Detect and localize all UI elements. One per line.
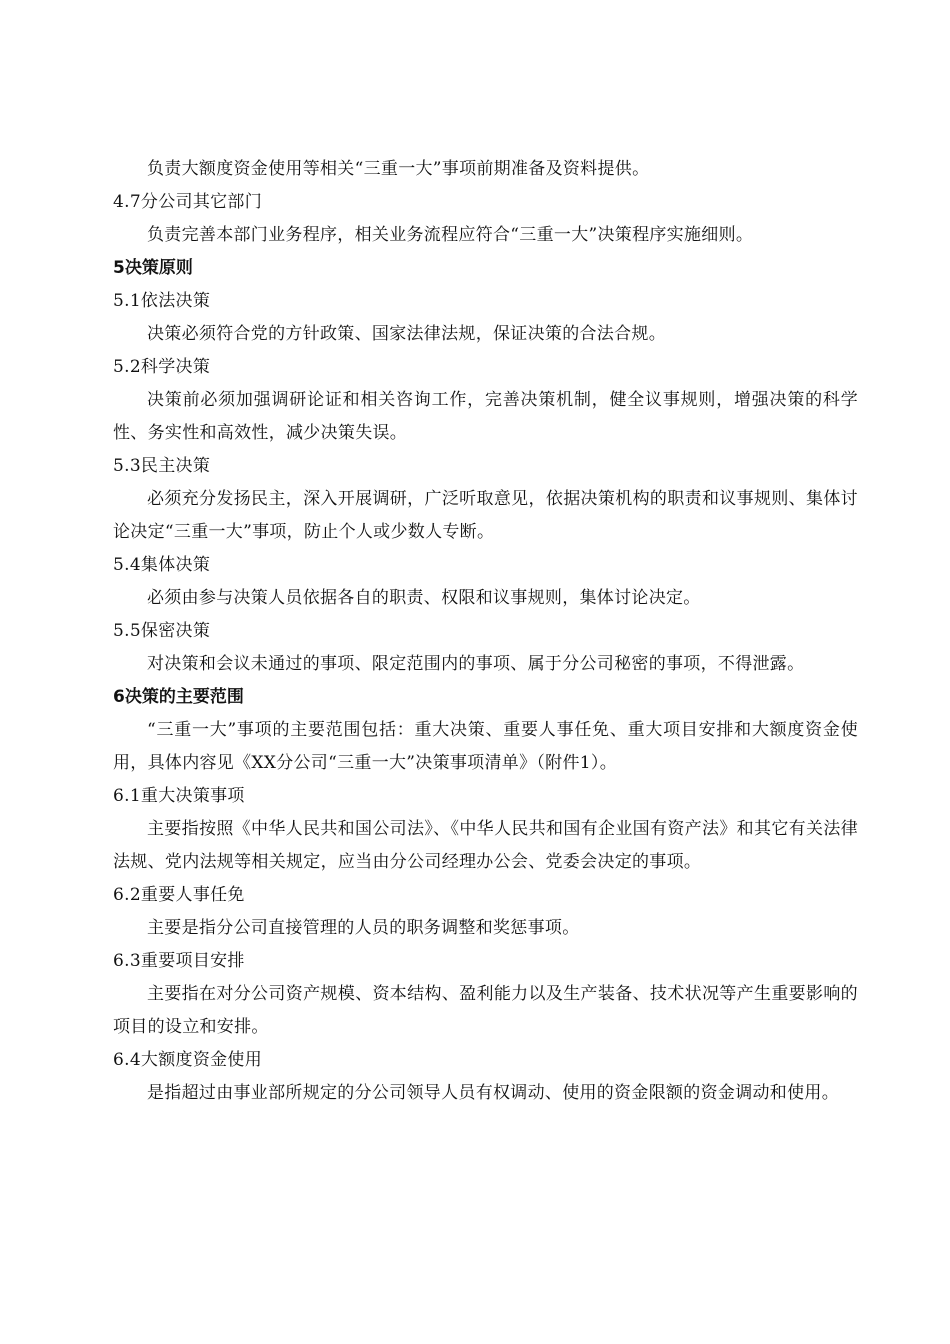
subheading-6-4: 6.4大额度资金使用 [113,1050,263,1070]
paragraph-5-5: 对决策和会议未通过的事项、限定范围内的事项、属于分公司秘密的事项，不得泄露。 [147,654,805,674]
subheading-5-1: 5.1依法决策 [113,291,211,311]
heading-5: 5决策原则 [113,258,193,278]
heading-6: 6决策的主要范围 [113,687,244,707]
subheading-4-7: 4.7分公司其它部门 [113,192,263,212]
subheading-5-5: 5.5保密决策 [113,621,211,641]
paragraph-6-2: 主要是指分公司直接管理的人员的职务调整和奖惩事项。 [147,918,580,938]
paragraph-5-1: 决策必须符合党的方针政策、国家法律法规，保证决策的合法合规。 [147,324,666,344]
subheading-5-4: 5.4集体决策 [113,555,211,575]
paragraph-5-3: 必须充分发扬民主，深入开展调研，广泛听取意见，依据决策机构的职责和议事规则、集体讨论决定“三重一大”事项，防止个人或少数人专断。 [113,489,858,542]
paragraph-4-7-body: 负责完善本部门业务程序，相关业务流程应符合“三重一大”决策程序实施细则。 [147,225,754,245]
subheading-6-1: 6.1重大决策事项 [113,786,245,806]
subheading-6-2: 6.2重要人事任免 [113,885,245,905]
subheading-5-3: 5.3民主决策 [113,456,211,476]
paragraph-6-1: 主要指按照《中华人民共和国公司法》、《中华人民共和国有企业国有资产法》和其它有关法律法规、党内法规等相关规定，应当由分公司经理办公会、党委会决定的事项。 [113,819,858,872]
paragraph-5-4: 必须由参与决策人员依据各自的职责、权限和议事规则，集体讨论决定。 [147,588,701,608]
paragraph-6: “三重一大”事项的主要范围包括：重大决策、重要人事任免、重大项目安排和大额度资金使用，具体内容见《XX分公司“三重一大”决策事项清单》（附件1）。 [113,720,858,773]
paragraph-5-2: 决策前必须加强调研论证和相关咨询工作，完善决策机制，健全议事规则，增强决策的科学性、务实性和高效性，减少决策失误。 [113,390,858,443]
paragraph-4-6-body: 负责大额度资金使用等相关“三重一大”事项前期准备及资料提供。 [147,159,650,179]
paragraph-6-4: 是指超过由事业部所规定的分公司领导人员有权调动、使用的资金限额的资金调动和使用。 [147,1083,839,1103]
document-page [113,153,858,1110]
paragraph-6-3: 主要指在对分公司资产规模、资本结构、盈利能力以及生产装备、技术状况等产生重要影响的项目的设立和安排。 [113,984,858,1037]
subheading-5-2: 5.2科学决策 [113,357,211,377]
subheading-6-3: 6.3重要项目安排 [113,951,245,971]
